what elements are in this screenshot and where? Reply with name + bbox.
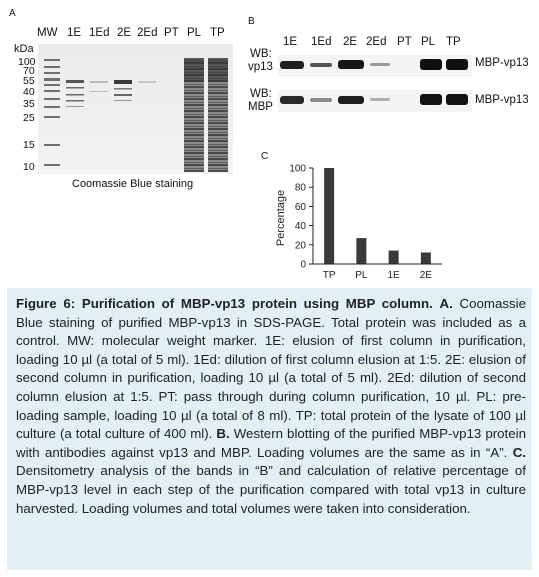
marker-label: 35	[23, 98, 35, 110]
lane-label: 2E	[117, 27, 132, 39]
lane-label: TP	[210, 27, 225, 39]
lane-label: 1Ed	[89, 27, 110, 39]
lane-label: MW	[37, 27, 58, 39]
panel-c-letter: C	[261, 151, 269, 162]
marker-label: 70	[23, 65, 35, 77]
lane-label: 2Ed	[137, 27, 158, 39]
x-tick-label: TP	[322, 270, 336, 281]
marker-label: 15	[23, 139, 35, 151]
wb-label: WB:	[250, 88, 272, 100]
panel-b-letter: B	[248, 16, 255, 27]
marker-label: 100	[18, 56, 36, 68]
caption-text	[16, 295, 526, 518]
densitometry-chart	[270, 160, 450, 285]
lane-label: 1E	[67, 27, 82, 39]
y-tick-label: 0	[300, 259, 306, 271]
lane-label: 2E	[343, 36, 358, 48]
bar-1e	[389, 251, 399, 264]
western-blot-mbp	[278, 90, 472, 112]
bar-pl	[356, 238, 366, 264]
band-label: MBP-vp13	[475, 57, 529, 69]
x-tick-label: 1E	[387, 270, 400, 281]
lane-label: PL	[421, 36, 436, 48]
y-tick-label: 100	[289, 163, 306, 175]
lane-label: 1E	[283, 36, 298, 48]
bar-2e	[421, 252, 431, 264]
wb-label: WB:	[250, 48, 272, 60]
figure-caption	[7, 288, 532, 570]
y-tick-label: 60	[294, 201, 306, 213]
y-axis-label: Percentage	[275, 189, 287, 247]
figure-image	[0, 0, 539, 288]
lane-label: TP	[446, 36, 461, 48]
caption-b-text: Western blotting of the purified MBP-vp13 protein with antibodies against vp13 and MBP. Loading volumes are the same as in “A”.	[16, 426, 526, 460]
y-tick-label: 20	[294, 240, 306, 252]
marker-label: 40	[23, 86, 35, 98]
marker-label: 55	[23, 75, 35, 87]
lane-label: PT	[164, 27, 179, 39]
caption-a-letter: A.	[439, 296, 453, 311]
y-tick-label: 40	[294, 221, 306, 233]
caption-c-text: Densitometry analysis of the bands in “B” and calculation of relative percentage of MBP-vp13 level in each step of the purification compared with total vp13 in culture harvested. Loading volumes and total volumes were taken into consideration.	[16, 463, 526, 516]
staining-label: Coomassie Blue staining	[72, 178, 194, 190]
marker-label: 10	[23, 161, 35, 173]
x-tick-label: 2E	[419, 270, 432, 281]
antibody-label: MBP	[248, 101, 273, 113]
lane-label: 2Ed	[366, 36, 387, 48]
caption-a-text: Coomassie Blue staining of purified MBP-vp13 in SDS-PAGE. Total protein was included as a control. MW: molecular weight marker. 1E: elusion of first column in purification, loading 10 µl (a total of 5 ml). 1Ed: dilution of first column elusion at 1:5. 2E: elusion of second column in purification, loading 10 µl (a total of 5 ml). 2Ed: dilution of second column elusion at 1:5. PT: pass through during column purification, 10 µl. PL: pre-loading sample, loading 10 µl (a total of 8 ml). TP: total protein of the lysate of 100 µl culture (a total culture of 400 ml).	[16, 296, 526, 442]
lane-label: 1Ed	[311, 36, 332, 48]
bar-tp	[324, 168, 334, 264]
caption-b-letter: B.	[216, 426, 230, 442]
antibody-label: vp13	[248, 61, 273, 73]
y-tick-label: 80	[294, 182, 306, 194]
panel-a-letter: A	[9, 8, 16, 19]
kda-label: kDa	[14, 43, 34, 55]
band-label: MBP-vp13	[475, 94, 529, 106]
lane-label: PT	[397, 36, 412, 48]
western-blot-vp13	[278, 55, 472, 77]
caption-c-letter: C.	[512, 444, 526, 460]
x-tick-label: PL	[355, 270, 368, 281]
lane-label: PL	[187, 27, 202, 39]
coomassie-gel-image	[38, 44, 233, 174]
marker-label: 25	[23, 112, 35, 124]
caption-title: Figure 6: Purification of MBP-vp13 protein using MBP column.	[16, 296, 433, 311]
